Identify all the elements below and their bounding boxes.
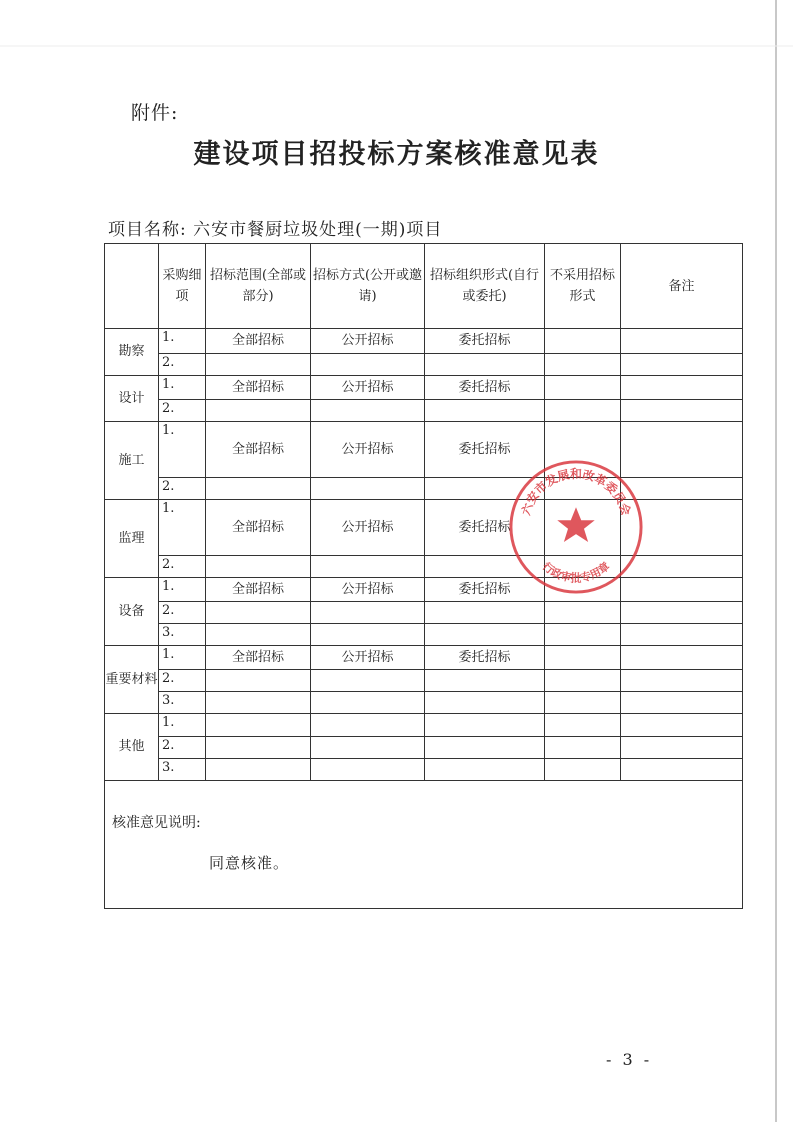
page-title: 建设项目招投标方案核准意见表 bbox=[193, 139, 600, 170]
remarks-cell bbox=[621, 329, 743, 354]
item-number: 1. bbox=[159, 578, 206, 602]
no-tender-cell bbox=[545, 400, 621, 422]
project-name: 项目名称: 六安市餐厨垃圾处理(一期)项目 bbox=[108, 220, 443, 240]
opinion-label: 核准意见说明: bbox=[112, 815, 201, 831]
item-number: 1. bbox=[159, 714, 206, 737]
opinion-cell bbox=[105, 781, 743, 909]
table-row bbox=[105, 354, 743, 376]
method-cell bbox=[311, 556, 425, 578]
method-cell: 公开招标 bbox=[311, 422, 425, 478]
category-survey: 勘察 bbox=[105, 329, 159, 376]
table-row bbox=[105, 376, 743, 400]
header-method: 招标方式(公开或邀请) bbox=[311, 244, 425, 329]
method-cell bbox=[311, 759, 425, 781]
table-row bbox=[105, 759, 743, 781]
no-tender-cell bbox=[545, 692, 621, 714]
org-cell: 委托招标 bbox=[425, 422, 545, 478]
table-row bbox=[105, 422, 743, 478]
method-cell bbox=[311, 478, 425, 500]
method-cell bbox=[311, 354, 425, 376]
method-cell bbox=[311, 400, 425, 422]
no-tender-cell bbox=[545, 329, 621, 354]
category-other: 其他 bbox=[105, 714, 159, 781]
item-number: 1. bbox=[159, 500, 206, 556]
item-number: 3. bbox=[159, 692, 206, 714]
scope-cell bbox=[206, 478, 311, 500]
table-row bbox=[105, 500, 743, 556]
table-row bbox=[105, 400, 743, 422]
scope-cell: 全部招标 bbox=[206, 376, 311, 400]
header-no-tender: 不采用招标形式 bbox=[545, 244, 621, 329]
org-cell bbox=[425, 692, 545, 714]
org-cell bbox=[425, 624, 545, 646]
no-tender-cell bbox=[545, 354, 621, 376]
remarks-cell bbox=[621, 602, 743, 624]
scope-cell bbox=[206, 692, 311, 714]
item-number: 2. bbox=[159, 602, 206, 624]
remarks-cell bbox=[621, 759, 743, 781]
table-row bbox=[105, 737, 743, 759]
method-cell: 公开招标 bbox=[311, 329, 425, 354]
method-cell bbox=[311, 714, 425, 737]
no-tender-cell bbox=[545, 714, 621, 737]
remarks-cell bbox=[621, 737, 743, 759]
scope-cell bbox=[206, 759, 311, 781]
table-row bbox=[105, 646, 743, 670]
table-row bbox=[105, 478, 743, 500]
item-number: 2. bbox=[159, 556, 206, 578]
no-tender-cell bbox=[545, 759, 621, 781]
category-design: 设计 bbox=[105, 376, 159, 422]
scope-cell: 全部招标 bbox=[206, 329, 311, 354]
org-cell bbox=[425, 714, 545, 737]
org-cell bbox=[425, 670, 545, 692]
method-cell: 公开招标 bbox=[311, 376, 425, 400]
method-cell bbox=[311, 624, 425, 646]
attachment-label: 附件: bbox=[131, 102, 179, 124]
org-cell bbox=[425, 737, 545, 759]
org-cell bbox=[425, 759, 545, 781]
org-cell: 委托招标 bbox=[425, 646, 545, 670]
method-cell bbox=[311, 602, 425, 624]
page-number: - 3 - bbox=[606, 1050, 653, 1069]
method-cell bbox=[311, 692, 425, 714]
no-tender-cell bbox=[545, 670, 621, 692]
header-remarks: 备注 bbox=[621, 244, 743, 329]
table-row bbox=[105, 714, 743, 737]
item-number: 1. bbox=[159, 329, 206, 354]
org-cell: 委托招标 bbox=[425, 376, 545, 400]
header-category bbox=[105, 244, 159, 329]
remarks-cell bbox=[621, 670, 743, 692]
seal-top-text: 六安市发展和改革委员会 bbox=[518, 466, 634, 518]
scope-cell bbox=[206, 624, 311, 646]
item-number: 2. bbox=[159, 737, 206, 759]
org-cell: 委托招标 bbox=[425, 500, 545, 556]
item-number: 2. bbox=[159, 354, 206, 376]
category-supervision: 监理 bbox=[105, 500, 159, 578]
opinion-row bbox=[105, 781, 743, 909]
item-number: 3. bbox=[159, 759, 206, 781]
scope-cell bbox=[206, 602, 311, 624]
table-row bbox=[105, 624, 743, 646]
scope-cell: 全部招标 bbox=[206, 500, 311, 556]
scope-cell bbox=[206, 714, 311, 737]
scope-cell bbox=[206, 556, 311, 578]
table-row bbox=[105, 670, 743, 692]
remarks-cell bbox=[621, 354, 743, 376]
remarks-cell bbox=[621, 692, 743, 714]
no-tender-cell bbox=[545, 602, 621, 624]
remarks-cell bbox=[621, 400, 743, 422]
org-cell: 委托招标 bbox=[425, 329, 545, 354]
remarks-cell bbox=[621, 646, 743, 670]
table-row bbox=[105, 556, 743, 578]
header-detail: 采购细项 bbox=[159, 244, 206, 329]
scope-cell: 全部招标 bbox=[206, 422, 311, 478]
scope-cell bbox=[206, 400, 311, 422]
no-tender-cell bbox=[545, 646, 621, 670]
scope-cell bbox=[206, 354, 311, 376]
category-construction: 施工 bbox=[105, 422, 159, 500]
opinion-text: 同意核准。 bbox=[209, 854, 290, 872]
scope-cell bbox=[206, 670, 311, 692]
category-equipment: 设备 bbox=[105, 578, 159, 646]
no-tender-cell bbox=[545, 737, 621, 759]
header-scope: 招标范围(全部或部分) bbox=[206, 244, 311, 329]
no-tender-cell bbox=[545, 624, 621, 646]
item-number: 2. bbox=[159, 670, 206, 692]
approval-table bbox=[104, 243, 743, 909]
item-number: 2. bbox=[159, 400, 206, 422]
org-cell bbox=[425, 354, 545, 376]
scope-cell: 全部招标 bbox=[206, 578, 311, 602]
scope-cell bbox=[206, 737, 311, 759]
org-cell bbox=[425, 602, 545, 624]
table-row bbox=[105, 692, 743, 714]
method-cell: 公开招标 bbox=[311, 500, 425, 556]
item-number: 1. bbox=[159, 376, 206, 400]
seal-star-icon bbox=[557, 507, 594, 542]
table-row bbox=[105, 578, 743, 602]
item-number: 1. bbox=[159, 422, 206, 478]
header-organization: 招标组织形式(自行或委托) bbox=[425, 244, 545, 329]
org-cell bbox=[425, 400, 545, 422]
item-number: 2. bbox=[159, 478, 206, 500]
remarks-cell bbox=[621, 376, 743, 400]
table-row bbox=[105, 602, 743, 624]
method-cell: 公开招标 bbox=[311, 646, 425, 670]
remarks-cell bbox=[621, 624, 743, 646]
scope-cell: 全部招标 bbox=[206, 646, 311, 670]
table-row bbox=[105, 329, 743, 354]
category-materials: 重要材料 bbox=[105, 646, 159, 714]
remarks-cell bbox=[621, 714, 743, 737]
method-cell: 公开招标 bbox=[311, 578, 425, 602]
seal-bottom-text: 行政审批专用章 bbox=[539, 559, 613, 585]
org-cell: 委托招标 bbox=[425, 578, 545, 602]
item-number: 1. bbox=[159, 646, 206, 670]
method-cell bbox=[311, 737, 425, 759]
no-tender-cell bbox=[545, 376, 621, 400]
method-cell bbox=[311, 670, 425, 692]
item-number: 3. bbox=[159, 624, 206, 646]
table-header-row bbox=[105, 244, 743, 329]
official-seal bbox=[507, 458, 645, 596]
